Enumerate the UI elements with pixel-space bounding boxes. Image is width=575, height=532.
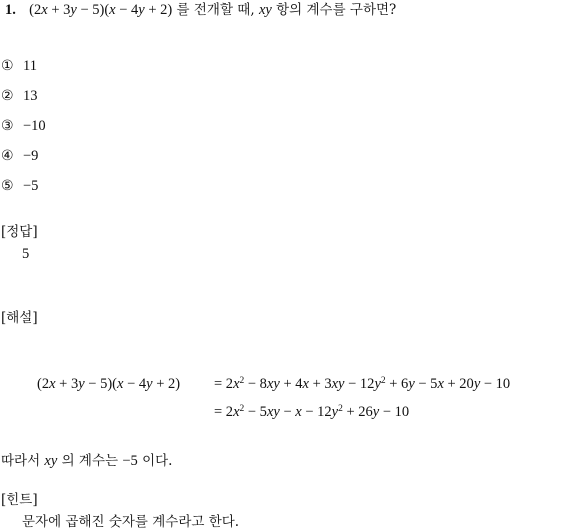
option-marker: ② [1, 88, 14, 104]
option-marker: ① [1, 58, 14, 74]
question-line [5, 1, 396, 19]
solution-heading: [해설] [1, 310, 38, 326]
question-text-a: 를 전개할 때, [176, 2, 255, 18]
option-4[interactable] [1, 147, 38, 165]
answer-heading: [정답] [1, 224, 38, 240]
option-3[interactable] [1, 117, 46, 135]
solution-conclusion [1, 452, 172, 470]
equation-row-2: = $2x^2 - 5xy - x - 12y^2 + 26y - 10$ [214, 404, 410, 420]
question-text-b: 항의 계수를 구하면? [276, 2, 397, 18]
equation-row-1: = $2x^2 - 8xy + 4x + 3xy - 12y^2 + 6y - 5x + 20y - 10$ [214, 376, 511, 392]
question-number: 1. [5, 2, 16, 18]
option-value: −9 [23, 148, 39, 164]
conclusion-mid: 의 계수는 [61, 453, 119, 469]
option-1[interactable] [1, 57, 37, 75]
answer-value: 5 [22, 246, 30, 262]
option-marker: ⑤ [1, 178, 14, 194]
conclusion-prefix: 따라서 [1, 453, 41, 469]
conclusion-suffix: 이다. [142, 453, 173, 469]
hint-text: 문자에 곱해진 숫자를 계수라고 한다. [22, 514, 240, 530]
equation-lhs: (2x + 3y − 5)(x − 4y + 2) [37, 376, 181, 392]
conclusion-variable: xy [44, 453, 58, 469]
question-expression: (2x + 3y − 5)(x − 4y + 2) [29, 2, 173, 18]
option-marker: ③ [1, 118, 14, 134]
option-marker: ④ [1, 148, 14, 164]
option-value: −10 [23, 118, 46, 134]
conclusion-value: −5 [122, 453, 138, 469]
option-2[interactable] [1, 87, 38, 105]
option-value: −5 [23, 178, 39, 194]
hint-heading: [힌트] [1, 492, 38, 508]
option-5[interactable] [1, 177, 38, 195]
option-value: 11 [23, 58, 37, 74]
option-value: 13 [23, 88, 38, 104]
question-variable: xy [258, 2, 272, 18]
